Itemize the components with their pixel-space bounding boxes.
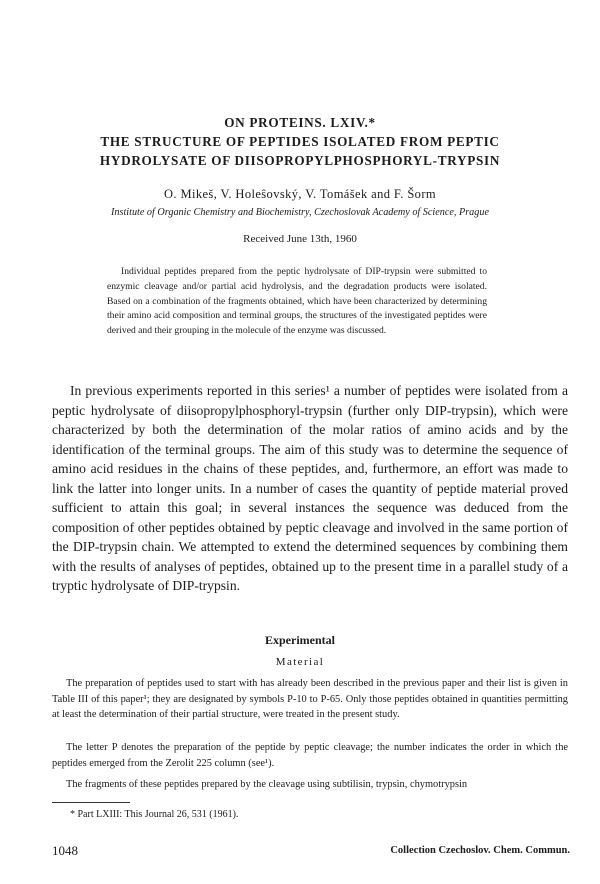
title-line-1: ON PROTEINS. LXIV.*: [224, 115, 376, 130]
authors: O. Mikeš, V. Holeŝovský, V. Tomášek and F. Šorm: [163, 187, 437, 201]
section-heading: Experimental: [265, 633, 335, 647]
page-number: 1048: [52, 843, 78, 858]
subsection-heading: Material: [275, 656, 325, 668]
title-line-3: HYDROLYSATE OF DIISOPROPYLPHOSPHORYL-TRYPSIN: [99, 153, 501, 168]
intro-paragraph: In previous experiments reported in this series¹ a number of peptides were isolated from a peptic hydrolysate of diisopropylphosphoryl-trypsin (further only DIP-trypsin), which were characterized by both the determination of the molar ratios of amino acids and by the identification of the terminal groups. The aim of this study was to determine the sequence of amino acid residues in the chains of these peptides, and, furthermore, an effort was made to link the latter into longer units. In a number of cases the quantity of peptide material proved sufficient to attain this goal; in several instances the sequence was deduced from the composition of other peptides obtained by peptic cleavage and involved in the same portion of the DIP-trypsin chain. We attempted to extend the determined sequences by combining them with the results of analyses of peptides, obtained up to the present time in a parallel study of a tryptic hydrolysate of DIP-trypsin.: [52, 383, 568, 593]
body-paragraph: The fragments of these peptides prepared by the cleavage using subtilisin, trypsin, chymotrypsin: [66, 779, 468, 790]
body-paragraph: The preparation of peptides used to start with has already been described in the previous paper and their list is given in Table III of this paper¹; they are designated by symbols P-10 to P-65. Only those peptides obtained in quantities permitting at least the determination of their partial structure, were treated in the present study.: [52, 678, 568, 721]
title-line-2: THE STRUCTURE OF PEPTIDES ISOLATED FROM PEPTIC: [100, 134, 500, 149]
affiliation: Institute of Organic Chemistry and Biochemistry, Czechoslovak Academy of Science, Prague: [111, 207, 489, 218]
received-date: Received June 13th, 1960: [243, 233, 357, 245]
body-paragraph: The letter P denotes the preparation of the peptide by peptic cleavage; the number indicates the order in which the peptides emerged from the Zerolit 225 column (see¹).: [52, 742, 568, 769]
journal-name: Collection Czechoslov. Chem. Commun.: [390, 845, 570, 856]
abstract: Individual peptides prepared from the peptic hydrolysate of DIP-trypsin were submitted to enzymic cleavage and/or partial acid hydrolysis, and the degradation products were isolated. Based on a combination of the fragments obtained, which have been characterized by determining their amino acid composition and terminal groups, the structures of the investigated peptides were derived and their grouping in the molecule of the enzyme was discussed.: [107, 266, 487, 337]
footnote-rule: [52, 802, 130, 803]
footnote: * Part LXIII: This Journal 26, 531 (1961).: [70, 809, 239, 820]
